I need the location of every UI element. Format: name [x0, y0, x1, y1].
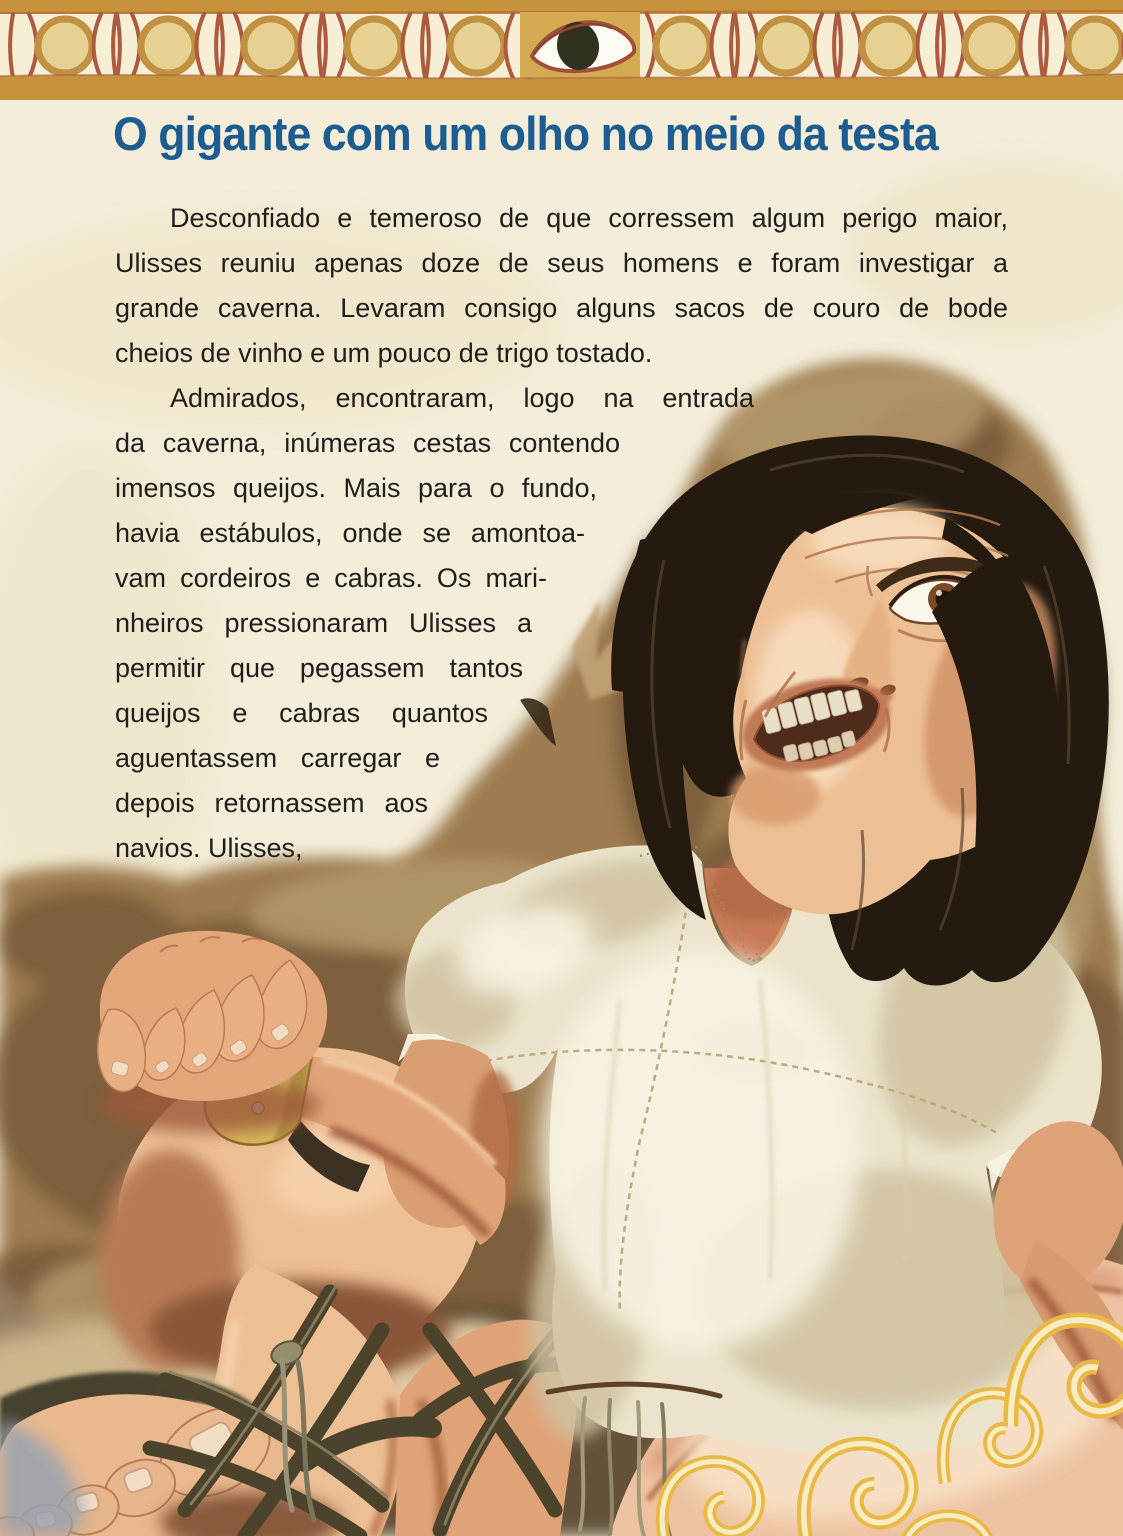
text-line: queijos e cabras quantos	[115, 698, 488, 728]
text-line: Admirados, encontraram, logo na entrada	[170, 383, 754, 413]
text-line: vam cordeiros e cabras. Os mari-	[115, 563, 547, 593]
frieze-eye-icon	[520, 12, 640, 78]
giant-hand	[98, 931, 328, 1133]
text-line: depois retornassem aos	[115, 788, 428, 818]
body-text	[115, 196, 1015, 871]
text-line: Ulisses reuniu apenas doze de seus homens e foram investigar a	[115, 248, 1008, 278]
text-line: permitir que pegassem tantos	[115, 653, 523, 683]
text-line: cheios de vinho e um pouco de trigo tostado.	[115, 338, 653, 368]
page-title: O gigante com um olho no meio da testa	[113, 107, 938, 160]
text-line: navios. Ulisses,	[115, 833, 303, 863]
text-line: aguentassem carregar e	[115, 743, 440, 773]
frieze-border	[0, 0, 1123, 100]
text-line: grande caverna. Levaram consigo alguns sacos de couro de bode	[115, 293, 1008, 323]
text-line: imensos queijos. Mais para o fundo,	[115, 473, 597, 503]
text-line: Desconfiado e temeroso de que corressem algum perigo maior,	[170, 203, 1008, 233]
text-line: nheiros pressionaram Ulisses a	[115, 608, 532, 638]
paragraph-2	[115, 376, 1015, 871]
text-line: da caverna, inúmeras cestas contendo	[115, 428, 620, 458]
paragraph-1	[115, 196, 1015, 376]
text-line: havia estábulos, onde se amontoa-	[115, 518, 585, 548]
